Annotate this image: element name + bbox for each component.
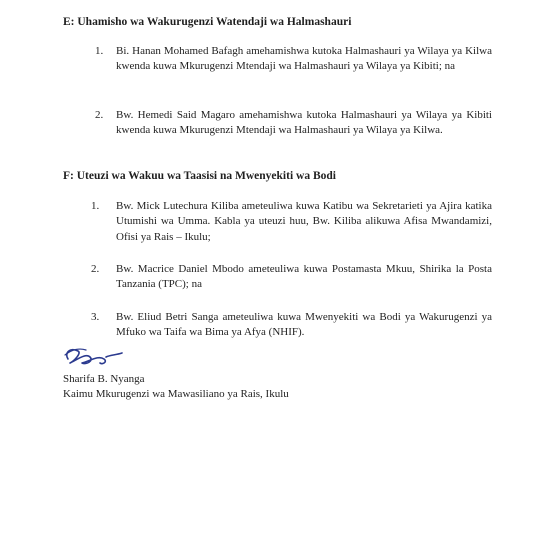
list-item: Bi. Hanan Mohamed Bafagh amehamishwa kutoka Halmashauri ya Wilaya ya Kilwa kwenda kuwa Mkurugenzi Mtendaji wa Halmashauri ya Wilaya ya Kibiti; na: [116, 45, 492, 73]
list-number: 2.: [95, 109, 104, 121]
section-f-heading: F: Uteuzi wa Wakuu wa Taasisi na Mwenyekiti wa Bodi: [63, 170, 336, 182]
signer-title: Kaimu Mkurugenzi wa Mawasiliano ya Rais, Ikulu: [63, 388, 289, 400]
list-number: 1.: [95, 45, 104, 57]
list-number: 3.: [91, 311, 100, 323]
list-item: Bw. Mick Lutechura Kiliba ameteuliwa kuwa Katibu wa Sekretarieti ya Ajira katika Utumishi wa Umma. Kabla ya uteuzi huu, Bw. Kiliba alikuwa Afisa Mwandamizi, Ofisi ya Rais – Ikulu;: [116, 200, 492, 243]
signer-name: Sharifa B. Nyanga: [63, 373, 145, 385]
section-e-heading: E: Uhamisho wa Wakurugenzi Watendaji wa Halmashauri: [63, 16, 352, 28]
list-number: 2.: [91, 263, 100, 275]
list-number: 1.: [91, 200, 100, 212]
list-item: Bw. Eliud Betri Sanga ameteuliwa kuwa Mwenyekiti wa Bodi ya Wakurugenzi ya Mfuko wa Taifa wa Bima ya Afya (NHIF).: [116, 311, 492, 339]
list-item: Bw. Macrice Daniel Mbodo ameteuliwa kuwa Postamasta Mkuu, Shirika la Posta Tanzania (TPC); na: [116, 263, 492, 291]
handwritten-signature: [60, 343, 130, 369]
list-item: Bw. Hemedi Said Magaro amehamishwa kutoka Halmashauri ya Wilaya ya Kibiti kwenda kuwa Mkurugenzi Mtendaji wa Halmashauri ya Wilaya ya Kilwa.: [116, 109, 492, 137]
